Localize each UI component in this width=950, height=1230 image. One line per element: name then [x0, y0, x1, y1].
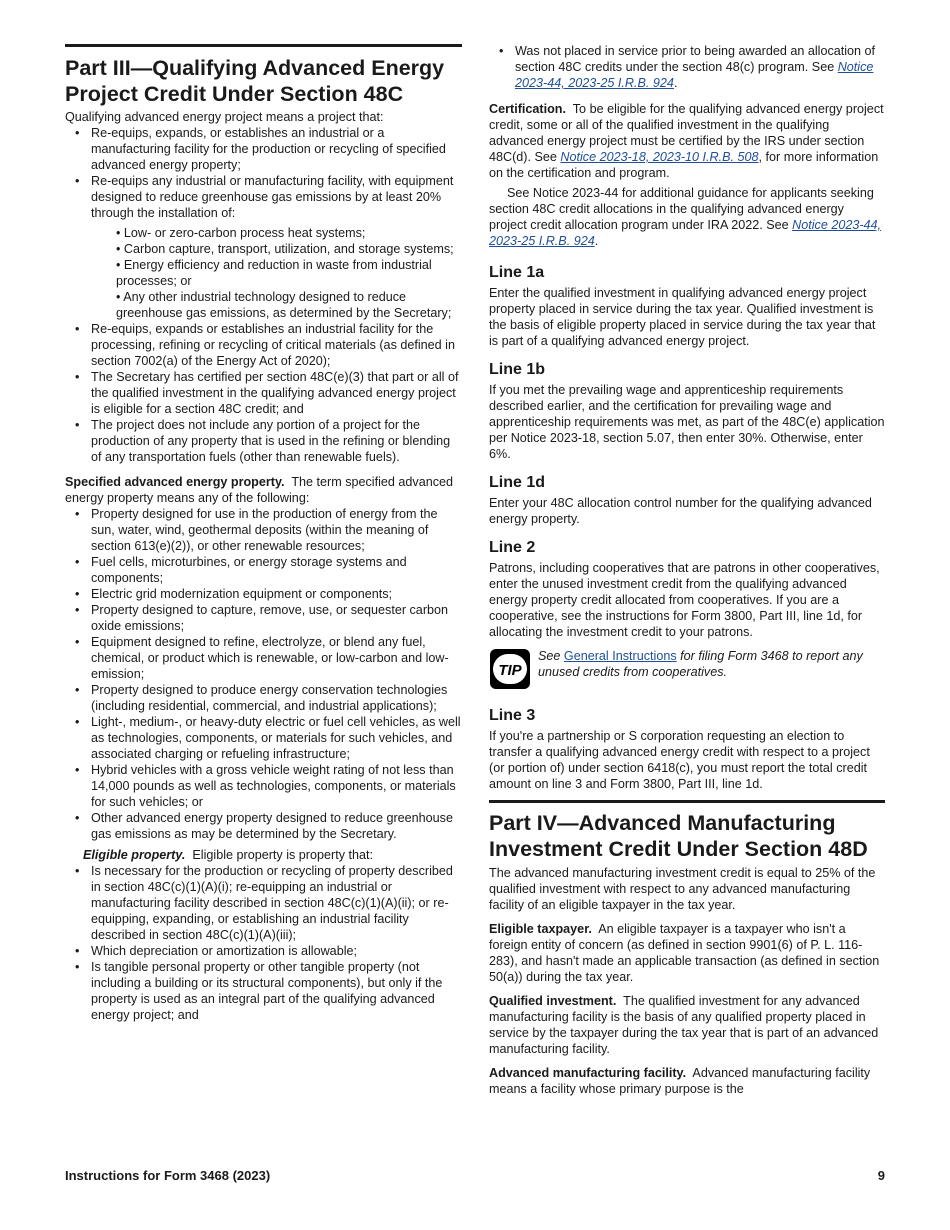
list-item: • Any other industrial technology designed to reduce greenhouse gas emissions, as determined by the Secretary;: [116, 290, 452, 320]
bullet-text: Was not placed in service prior to being awarded an allocation of section 48C credits under the section 48(c) program. See: [515, 44, 876, 74]
eligible-property-paragraph: [65, 847, 462, 863]
eligible-taxpayer-heading: Eligible taxpayer.: [489, 922, 592, 936]
certification-paragraph: [489, 101, 885, 181]
list-item: • Light-, medium-, or heavy-duty electric or fuel cell vehicles, as well as technologies, components, or materials for such vehicles, and associated charging or refueling infrastructure;: [65, 714, 462, 762]
qualified-investment-text: The qualified investment for any advanced manufacturing facility is the basis of any qualified property placed in service by the taxpayer during the tax year that is part of an advanced manufacturing facility.: [489, 994, 879, 1056]
specified-property-paragraph: [65, 474, 462, 506]
eligible-property-bullets: [65, 863, 462, 1023]
list-item: • Low- or zero-carbon process heat systems;: [116, 226, 366, 240]
specified-property-heading: Specified advanced energy property.: [65, 475, 285, 489]
list-item: • Property designed to capture, remove, use, or sequester carbon oxide emissions;: [65, 602, 462, 634]
line-3-text: If you're a partnership or S corporation requesting an election to transfer a qualifying advanced energy credit with respect to a project (or portion of) under section 6418(c), you must report the total credit amount on line 3 and Form 3800, Part III, line 1d.: [489, 729, 870, 791]
list-item: • Is necessary for the production or recycling of property described in section 48C(c)(1)(A)(i); re-equipping an industrial or manufacturing facility described in section 48C(c)(1)(A)(ii); or re-equipping, expanding, or establishing an industrial facility described in section 48C(c)(1)(A)(iii);: [65, 863, 462, 943]
continued-bullets: [489, 43, 885, 91]
list-item: • Which depreciation or amortization is allowable;: [65, 943, 462, 959]
advanced-manufacturing-facility-paragraph: [489, 1065, 885, 1097]
footer-form-title: Instructions for Form 3468 (2023): [65, 1168, 271, 1183]
list-item: • Re-equips, expands or establishes an industrial facility for the processing, refining or recycling of critical materials (as defined in section 7002(a) of the Energy Act of 2020);: [65, 321, 462, 369]
section-rule: [489, 800, 885, 803]
line-2-text: Patrons, including cooperatives that are patrons in other cooperatives, enter the unused investment credit from the qualifying advanced energy property credit allocated from cooperatives. If you are a cooperative, see the instructions for Form 3800, Part III, line 1d, for allocating the investment credit to your patrons.: [489, 561, 880, 639]
line-1d-heading: Line 1d: [489, 474, 546, 491]
specified-property-bullets: [65, 506, 462, 842]
list-item: • Property designed for use in the production of energy from the sun, water, wind, geothermal deposits (within the meaning of section 613(e)(2)), or other renewable resources;: [65, 506, 462, 554]
list-item: • The project does not include any portion of a project for the production of any property that is used in the refining or blending of any transportation fuels (other than renewable fuels).: [65, 417, 462, 465]
part-iii-title: Part III—Qualifying Advanced Energy Project Credit Under Section 48C: [65, 56, 445, 106]
line-1d-text: Enter your 48C allocation control number for the qualifying advanced energy property.: [489, 496, 872, 526]
line-1a-heading: Line 1a: [489, 264, 545, 281]
list-item: • Equipment designed to refine, electrolyze, or blend any fuel, chemical, or product which is renewable, or low-carbon and low-emission;: [65, 634, 462, 682]
see-notice-end: .: [594, 234, 599, 248]
line-1b-text: If you met the prevailing wage and apprenticeship requirements described earlier, and the certification for prevailing wage and apprenticeship requirements was met, as part of the 48C(e) application per Notice 2023-18, section 5.07, then enter 30%. Otherwise, enter 6%.: [489, 383, 885, 461]
bullet-end: .: [673, 76, 678, 90]
part-iii-bullets: [65, 125, 462, 221]
tip-pre: See: [538, 649, 564, 663]
list-item: [489, 43, 885, 91]
notice-2023-44-link[interactable]: Notice 2023-44, 2023-25 I.R.B. 924: [515, 60, 874, 90]
footer-page-number: 9: [877, 1168, 885, 1183]
list-item: • Fuel cells, microturbines, or energy storage systems and components;: [65, 554, 462, 586]
advanced-manufacturing-facility-text: Advanced manufacturing facility means a facility whose primary purpose is the: [489, 1066, 871, 1096]
general-instructions-link[interactable]: General Instructions: [563, 649, 677, 663]
left-column: [65, 0, 462, 1023]
installation-sub-list: [65, 225, 462, 321]
eligible-property-text: Eligible property is property that:: [192, 848, 374, 862]
see-notice-text: See Notice 2023-44 for additional guidance for applicants seeking section 48C credit allocations in the qualifying advanced energy project credit allocation program under IRA 2022. See: [489, 186, 874, 232]
list-item: • Energy efficiency and reduction in waste from industrial processes; or: [116, 258, 432, 288]
eligible-property-heading: Eligible property.: [83, 848, 186, 862]
tip-icon: [489, 648, 531, 690]
part-iii-bullets-continued: [65, 321, 462, 465]
part-iv-title: Part IV—Advanced Manufacturing Investment Credit Under Section 48D: [489, 811, 868, 861]
notice-2023-18-link[interactable]: Notice 2023-18, 2023-10 I.R.B. 508: [560, 150, 759, 164]
section-rule: [65, 44, 462, 47]
list-item: • Re-equips, expands, or establishes an industrial or a manufacturing facility for the production or recycling of specified advanced energy property;: [65, 125, 462, 173]
part-iv-intro: The advanced manufacturing investment credit is equal to 25% of the qualified investment with respect to any advanced manufacturing facility of an eligible taxpayer in the tax year.: [489, 866, 876, 912]
line-1b-heading: Line 1b: [489, 361, 546, 378]
eligible-taxpayer-paragraph: [489, 921, 885, 985]
list-item: • Other advanced energy property designed to reduce greenhouse gas emissions as may be determined by the Secretary.: [65, 810, 462, 842]
advanced-manufacturing-facility-heading: Advanced manufacturing facility.: [489, 1066, 687, 1080]
list-item: • Property designed to produce energy conservation technologies (including residential, commercial, and industrial applications);: [65, 682, 462, 714]
list-item: • Re-equips any industrial or manufacturing facility, with equipment designed to reduce greenhouse gas emissions by at least 20% through the installation of:: [65, 173, 462, 221]
list-item: • Electric grid modernization equipment or components;: [65, 586, 462, 602]
certification-end: , for more information on the certification and program.: [489, 150, 879, 180]
line-2-heading: Line 2: [489, 539, 536, 556]
tip-label: TIP: [498, 662, 522, 679]
see-notice-paragraph: [489, 185, 885, 249]
line-3-heading: Line 3: [489, 707, 536, 724]
eligible-taxpayer-text: An eligible taxpayer is a taxpayer who isn't a foreign entity of concern (as defined in section 9901(6) of P. L. 116-283), and hasn't made an applicable transaction (as defined in section 50(a)) during the tax year.: [489, 922, 880, 984]
notice-2023-44-link-2[interactable]: Notice 2023-44, 2023-25 I.R.B. 924: [489, 218, 882, 248]
certification-heading: Certification.: [489, 102, 566, 116]
right-column: [489, 0, 885, 1097]
list-item: • Hybrid vehicles with a gross vehicle weight rating of not less than 14,000 pounds as well as technologies, components, or materials for such vehicles; or: [65, 762, 462, 810]
list-item: • The Secretary has certified per section 48C(e)(3) that part or all of the qualified investment in the qualifying advanced energy project is eligible for a section 48C credit; and: [65, 369, 462, 417]
certification-text: To be eligible for the qualifying advanced energy project credit, some or all of the qualified investment in the qualifying advanced energy project must be certified by the IRS under section 48C(d). See: [489, 102, 884, 164]
tip-post: for filing Form 3468 to report any unused credits from cooperatives.: [538, 649, 863, 679]
part-iii-intro: Qualifying advanced energy project means a project that:: [65, 110, 384, 124]
qualified-investment-paragraph: [489, 993, 885, 1057]
line-1a-text: Enter the qualified investment in qualifying advanced energy project property placed in service during the tax year. Qualified investment is the basis of eligible property placed in service during the tax year that is part of a qualifying advanced energy project.: [489, 286, 876, 348]
list-item: • Carbon capture, transport, utilization, and storage systems;: [116, 242, 454, 256]
specified-property-text: The term specified advanced energy property means any of the following:: [65, 475, 454, 505]
list-item: • Is tangible personal property or other tangible property (not including a building or its structural components), but only if the property is used as an integral part of the qualifying advanced energy project; and: [65, 959, 462, 1023]
qualified-investment-heading: Qualified investment.: [489, 994, 617, 1008]
tip-note: [489, 648, 885, 692]
